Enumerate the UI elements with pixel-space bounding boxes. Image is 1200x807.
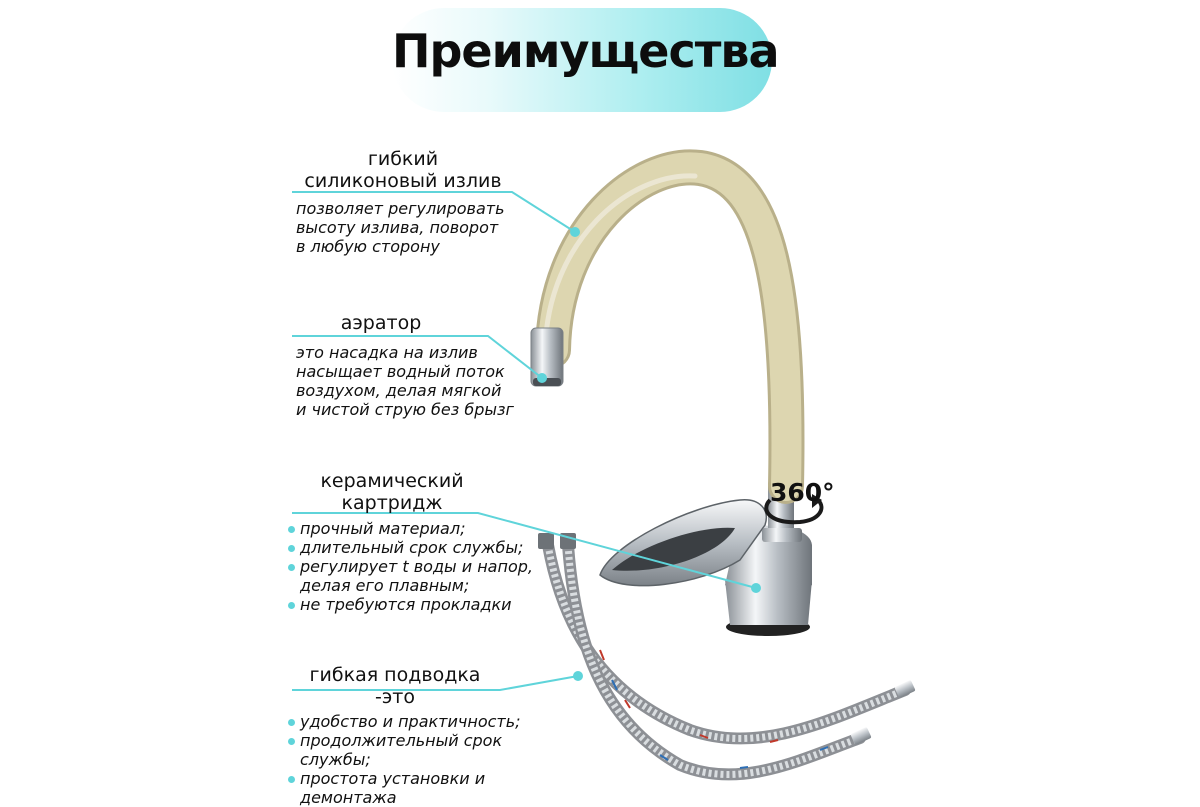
callout-hose-title: гибкая подводка -это xyxy=(309,664,481,708)
callout-cartridge-list xyxy=(288,519,533,614)
callout-hose-list xyxy=(288,712,521,807)
list-item: прочный материал; xyxy=(288,519,533,538)
list-item: делая его плавным; xyxy=(300,576,470,595)
list-item: простота установки и xyxy=(288,769,521,788)
callout-cartridge-title: керамический картридж xyxy=(320,470,464,514)
supply-hoses xyxy=(538,533,916,774)
aerator xyxy=(531,328,563,386)
list-item: службы; xyxy=(300,750,371,769)
list-item: удобство и практичность; xyxy=(288,712,521,731)
callout-spout-title: гибкий силиконовый излив xyxy=(304,148,502,192)
callout-aerator-desc: это насадка на излив насыщает водный поток воздухом, делая мягкой и чистой струю без брызг xyxy=(296,343,514,419)
list-item: продолжительный срок xyxy=(288,731,521,750)
callout-aerator-title: аэратор xyxy=(340,312,422,334)
list-item: демонтажа xyxy=(300,788,397,807)
list-item: регулирует t воды и напор, xyxy=(288,557,533,576)
rotation-360-badge: 360° xyxy=(770,478,835,507)
list-item: не требуются прокладки xyxy=(288,595,533,614)
list-item: длительный срок службы; xyxy=(288,538,533,557)
silicone-spout xyxy=(545,167,786,486)
callout-spout-desc: позволяет регулировать высоту излива, поворот в любую сторону xyxy=(296,199,505,256)
page-title: Преимущества xyxy=(392,24,779,78)
